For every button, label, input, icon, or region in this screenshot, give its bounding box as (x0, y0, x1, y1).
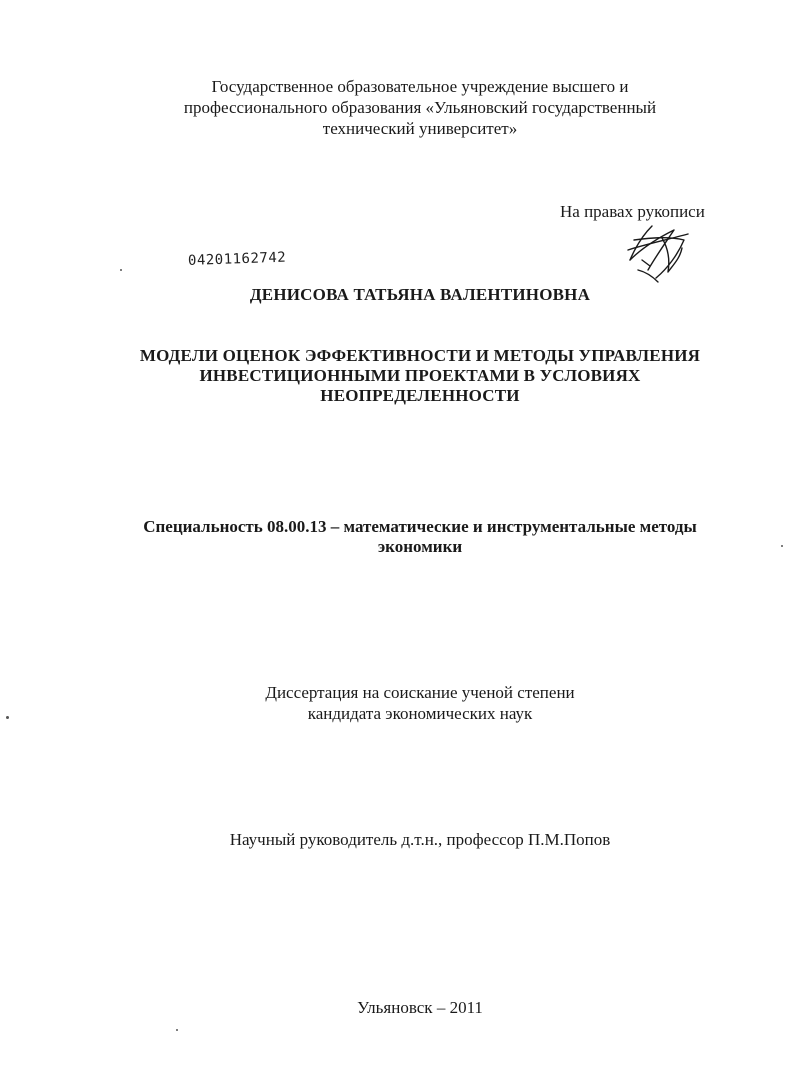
title-line-2: ИНВЕСТИЦИОННЫМИ ПРОЕКТАМИ В УСЛОВИЯХ (199, 366, 641, 385)
scientific-supervisor: Научный руководитель д.т.н., профессор П.М.Попов (229, 830, 611, 849)
rights-note: На правах рукописи (560, 202, 705, 221)
institution-header (100, 76, 740, 139)
specialty (80, 517, 760, 557)
title-line-3: НЕОПРЕДЕЛЕННОСТИ (320, 386, 520, 405)
specialty-line-1: Специальность 08.00.13 – математические и инструментальные методы (143, 517, 697, 536)
title-line-1: МОДЕЛИ ОЦЕНОК ЭФФЕКТИВНОСТИ И МЕТОДЫ УПРАВЛЕНИЯ (139, 346, 701, 365)
institution-line-1: Государственное образовательное учреждение высшего и (211, 77, 629, 96)
scan-speck (120, 269, 122, 271)
handwritten-signature-icon (622, 220, 694, 286)
city-and-year: Ульяновск – 2011 (357, 998, 483, 1017)
institution-line-3: технический университет» (322, 119, 518, 138)
degree-line-2: кандидата экономических наук (307, 704, 533, 723)
scan-speck (781, 545, 783, 547)
scan-speck (176, 1029, 178, 1031)
archive-stamp-number: 04201162742 (187, 249, 287, 269)
institution-line-2: профессионального образования «Ульяновский государственный (183, 98, 657, 117)
degree-statement (100, 682, 740, 724)
degree-line-1: Диссертация на соискание ученой степени (265, 683, 575, 702)
author-name: ДЕНИСОВА ТАТЬЯНА ВАЛЕНТИНОВНА (249, 285, 591, 304)
dissertation-title (90, 346, 750, 406)
scan-speck (6, 716, 9, 719)
specialty-line-2: экономики (377, 537, 463, 556)
